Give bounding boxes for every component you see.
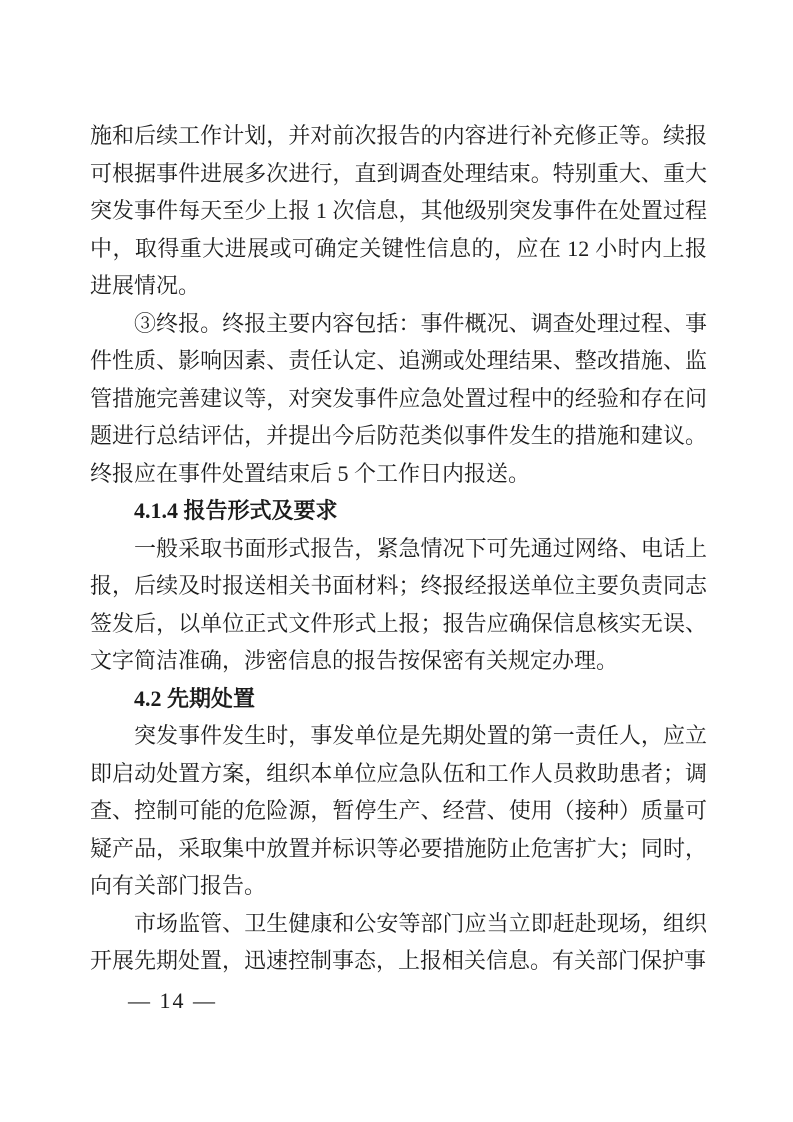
paragraph-initial-disposal-responsibility: 突发事件发生时，事发单位是先期处置的第一责任人，应立即启动处置方案，组织本单位应急队伍和工作人员救助患者；调查、控制可能的危险源，暂停生产、经营、使用（接种）质量可疑产品，采取集中放置并标识等必要措施防止危害扩大；同时，向有关部门报告。 [90,723,707,898]
paragraph-report-format: 一般采取书面形式报告，紧急情况下可先通过网络、电话上报，后续及时报送相关书面材料；终报经报送单位主要负责同志签发后，以单位正式文件形式上报；报告应确保信息核实无误、文字简洁准确，涉密信息的报告按保密有关规定办理。 [90,535,707,673]
paragraph-continued-report: 施和后续工作计划，并对前次报告的内容进行补充修正等。续报可根据事件进展多次进行，直到调查处理结束。特别重大、重大突发事件每天至少上报 1 次信息，其他级别突发事件在处置过程中，取得重大进展或可确定关键性信息的，应在 12 小时内上报进展情况。 [90,123,707,298]
paragraph-department-response: 市场监管、卫生健康和公安等部门应当立即赶赴现场，组织开展先期处置，迅速控制事态，上报相关信息。有关部门保护事 [90,910,707,973]
heading-initial-disposal: 4.2 先期处置 [134,685,256,711]
page-content [90,117,707,980]
heading-report-format-requirements: 4.1.4 报告形式及要求 [134,498,338,523]
page-number: — 14 — [128,988,217,1013]
paragraph-final-report: ③终报。终报主要内容包括：事件概况、调查处理过程、事件性质、影响因素、责任认定、追溯或处理结果、整改措施、监管措施完善建议等，对突发事件应急处置过程中的经验和存在问题进行总结评估，并提出今后防范类似事件发生的措施和建议。终报应在事件处置结束后 5 个工作日内报送。 [90,310,707,486]
